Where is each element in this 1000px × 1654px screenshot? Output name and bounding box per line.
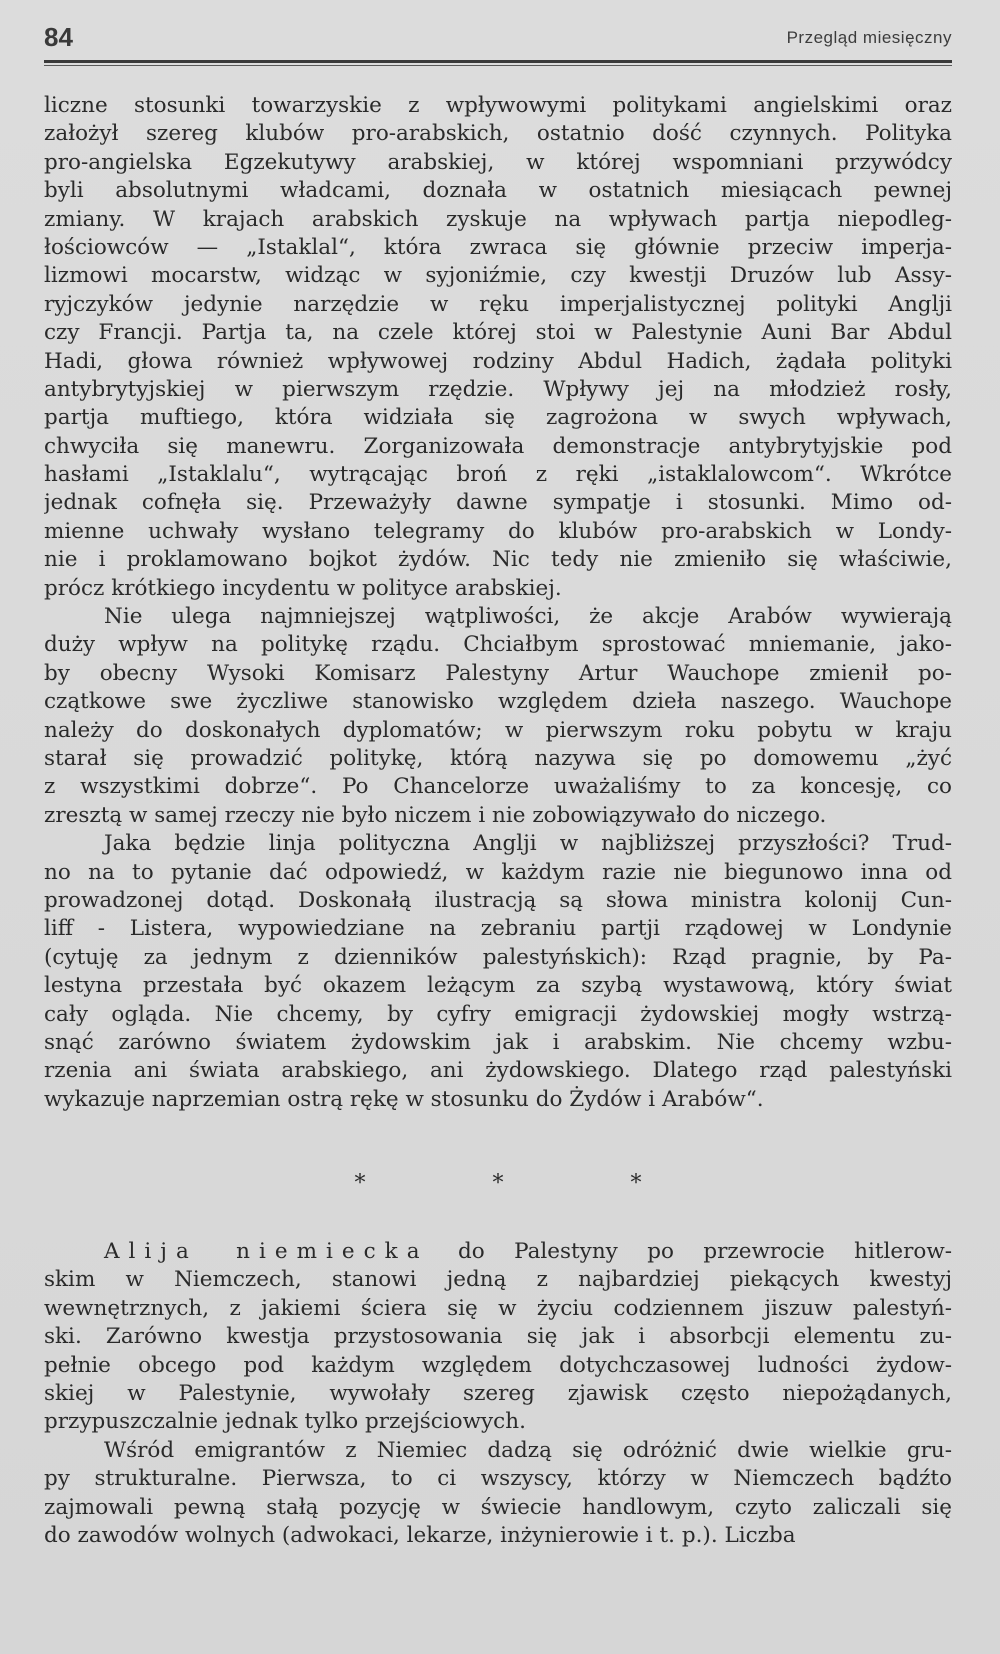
text-line: czy Francji. Partja ta, na czele której stoi w Palestynie Auni Bar Abdul <box>44 320 952 346</box>
text-line: nie i proklamowano bojkot żydów. Nic tedy nie zmieniło się właściwie, <box>44 547 952 573</box>
spacer <box>44 1114 952 1164</box>
text-line: czątkowe swe życzliwe stanowisko względem dzieła naszego. Wauchope <box>44 689 952 715</box>
text-line: antybrytyjskiej w pierwszym rzędzie. Wpływy jej na młodzież rosły, <box>44 376 952 402</box>
text-line: wykazuje naprzemian ostrą rękę w stosunku do Żydów i Arabów“. <box>44 1086 764 1112</box>
text-line: ski. Zarówno kwestja przystosowania się jak i absorbcji elementu zu- <box>44 1324 952 1350</box>
text-line <box>44 1238 952 1266</box>
page-number: 84 <box>44 22 73 52</box>
text-line: byli absolutnymi władcami, doznała w ostatnich miesiącach pewnej <box>44 178 952 204</box>
text-line: wewnętrznych, z jakiemi ściera się w życiu codziennem jiszuw palestyń- <box>44 1295 952 1321</box>
text-line: lizmowi mocarstw, widząc w syjoniźmie, czy kwestji Druzów lub Assy- <box>44 263 952 289</box>
text-line: starał się prowadzić politykę, którą nazywa się po domowemu „żyć <box>44 745 952 771</box>
text-line: pełnie obcego pod każdym względem dotychczasowej ludności żydow- <box>44 1352 952 1378</box>
text-line: Nie ulega najmniejszej wątpliwości, że akcje Arabów wywierają <box>104 604 952 630</box>
text-line: zmiany. W krajach arabskich zyskuje na wpływach partja niepodleg- <box>44 206 952 232</box>
header-rule-thin <box>44 65 952 66</box>
text-line: należy do doskonałych dyplomatów; w pierwszym roku pobytu w kraju <box>44 717 952 743</box>
text-line: jednak cofnęła się. Przeważyły dawne sympatje i stosunki. Mimo od- <box>44 490 952 516</box>
text-line: założył szereg klubów pro-arabskich, ostatnio dość czynnych. Polityka <box>44 121 952 147</box>
text-line: cały ogląda. Nie chcemy, by cyfry emigracji żydowskiej mogły wstrzą- <box>44 1001 952 1027</box>
text-line: pro-angielska Egzekutywy arabskiej, w której wspomniani przywódcy <box>44 149 952 175</box>
text-line: by obecny Wysoki Komisarz Palestyny Artur Wauchope zmienił po- <box>44 660 952 686</box>
text-line: Wśród emigrantów z Niemiec dadzą się odróżnić dwie wielkie gru- <box>104 1437 952 1463</box>
text-line: do zawodów wolnych (adwokaci, lekarze, inżynierowie i t. p.). Liczba <box>44 1522 796 1548</box>
text-line: hasłami „Istaklalu“, wytrącając broń z ręki „istaklalowcom“. Wkrótce <box>44 462 952 488</box>
first-line-rest: do Palestyny po przewrocie hitlerow- <box>457 1239 952 1265</box>
text-line: przypuszczalnie jednak tylko przejściowych. <box>44 1409 526 1435</box>
text-line: skiej w Palestynie, wywołały szereg zjawisk często niepożądanych, <box>44 1381 952 1407</box>
header-rule <box>44 60 952 63</box>
text-line: zajmowali pewną stałą pozycję w świecie handlowym, czyto zaliczali się <box>44 1494 952 1520</box>
text-line: z wszystkimi dobrze“. Po Chancelorze uważaliśmy to za koncesję, co <box>44 774 952 800</box>
text-line: prowadzonej dotąd. Doskonałą ilustracją są słowa ministra kolonij Cun- <box>44 887 952 913</box>
text-line: rzenia ani świata arabskiego, ani żydowskiego. Dlatego rząd palestyński <box>44 1058 952 1084</box>
text-line: duży wpływ na politykę rządu. Chciałbym sprostować mniemanie, jako- <box>44 632 952 658</box>
spacer <box>44 1204 952 1238</box>
text-line: skim w Niemczech, stanowi jedną z najbardziej piekących kwestyj <box>44 1267 952 1293</box>
page-header <box>44 22 952 62</box>
text-line: (cytuję za jednym z dzienników palestyńskich): Rząd pragnie, by Pa- <box>44 944 952 970</box>
running-title: Przegląd miesięczny <box>786 28 952 47</box>
text-line: lestyna przestała być okazem leżącym za szybą wystawową, który świat <box>44 973 952 999</box>
text-line: snąć zarówno światem żydowskim jak i arabskim. Nie chcemy wzbu- <box>44 1029 952 1055</box>
section-aliyah <box>44 1238 952 1550</box>
text-line: Hadi, głowa również wpływowej rodziny Abdul Hadich, żądała polityki <box>44 348 952 374</box>
text-line: mienne uchwały wysłano telegramy do klubów pro-arabskich w Londy- <box>44 518 952 544</box>
text-line: zresztą w samej rzeczy nie było niczem i nie zobowiązywało do niczego. <box>44 802 827 828</box>
text-line: liff - Listera, wypowiedziane na zebraniu partji rządowej w Londynie <box>44 916 952 942</box>
text-line: Jaka będzie linja polityczna Anglji w najbliższej przyszłości? Trud- <box>104 831 952 857</box>
page-body <box>44 92 952 1550</box>
text-line: no na to pytanie dać odpowiedź, w każdym razie nie biegunowo inna od <box>44 859 952 885</box>
text-line: łościowców — „Istaklal“, która zwraca się głównie przeciw imperja- <box>44 234 952 260</box>
text-line: ryjczyków jedynie narzędzie w ręku imperjalistycznej polityki Anglji <box>44 291 952 317</box>
text-line: prócz krótkiego incydentu w polityce arabskiej. <box>44 575 562 601</box>
section-separator: * * * <box>354 1171 702 1197</box>
text-line: partja muftiego, która widziała się zagrożona w swych wpływach, <box>44 405 952 431</box>
text-line: chwyciła się manewru. Zorganizowała demonstracje antybrytyjskie pod <box>44 433 952 459</box>
spaced-heading: Alija niemiecka <box>104 1239 429 1265</box>
text-line: liczne stosunki towarzyskie z wpływowymi politykami angielskimi oraz <box>44 93 952 118</box>
section-politics <box>44 92 952 1114</box>
text-line: py strukturalne. Pierwsza, to ci wszyscy, którzy w Niemczech bądźto <box>44 1466 952 1492</box>
